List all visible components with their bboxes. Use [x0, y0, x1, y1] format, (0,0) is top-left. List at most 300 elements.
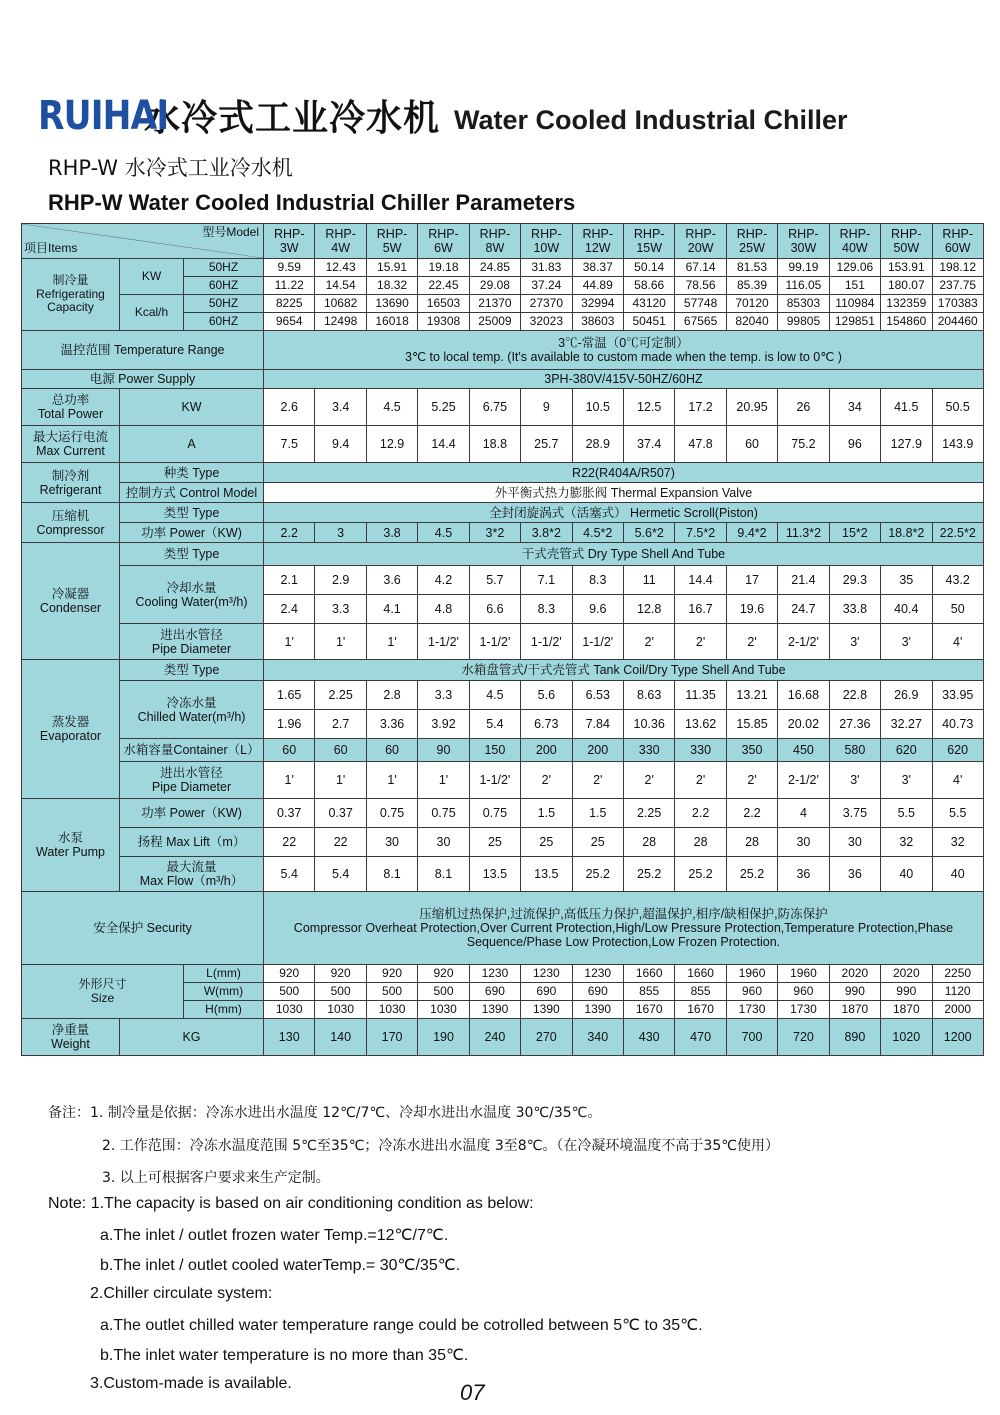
value-cell: 18.8*2: [881, 523, 932, 543]
value-cell: 14.54: [315, 277, 366, 295]
model-cell-line: RHP-: [633, 227, 665, 241]
weight-label-line: 净重量: [51, 1023, 90, 1037]
model-cell: [881, 224, 932, 259]
value-cell: 620: [881, 739, 932, 762]
page-title-cn: 水冷式工业冷水机: [144, 98, 441, 139]
value-cell: 3.8: [366, 523, 417, 543]
value-cell: 240: [469, 1019, 520, 1056]
value-cell: 43.2: [932, 566, 983, 595]
value-cell: 143.9: [932, 426, 983, 463]
value-cell: 10.5: [572, 389, 623, 426]
note-en-1: Note: 1.The capacity is based on air conditioning condition as below:: [48, 1195, 534, 1212]
value-cell: 17.2: [675, 389, 726, 426]
value-cell: 920: [418, 965, 469, 983]
water-pump-label: [22, 799, 120, 892]
value-cell: 11.3*2: [778, 523, 829, 543]
value-cell: 96: [829, 426, 880, 463]
model-cell-line: RHP-: [273, 227, 305, 241]
value-cell: 13.62: [675, 710, 726, 739]
model-cell-line: RHP-: [685, 227, 716, 241]
note-en-6: b.The inlet water temperature is no more than 35℃.: [100, 1347, 469, 1364]
value-cell: 30: [418, 828, 469, 857]
value-cell: 28.9: [572, 426, 623, 463]
value-cell: 1870: [881, 1001, 932, 1019]
value-cell: 60: [264, 739, 315, 762]
value-cell: 920: [315, 965, 366, 983]
value-cell: 11.35: [675, 681, 726, 710]
value-cell: 19308: [418, 313, 469, 331]
value-cell: 1030: [366, 1001, 417, 1019]
value-cell: 8.3: [572, 566, 623, 595]
value-cell: 32.27: [881, 710, 932, 739]
value-cell: 40: [932, 857, 983, 892]
value-cell: 2': [572, 762, 623, 799]
value-cell: 20.95: [726, 389, 777, 426]
value-cell: 2-1/2': [778, 762, 829, 799]
value-cell: 2': [726, 762, 777, 799]
value-cell: 990: [881, 983, 932, 1001]
note-en-2: a.The inlet / outlet frozen water Temp.=12℃/7℃.: [100, 1227, 449, 1244]
note-cn-1: 备注：1. 制冷量是依据：冷冻水进出水温度 12℃/7℃、冷却水进出水温度 30℃/35℃。: [48, 1105, 602, 1121]
compressor-label-line: Compressor: [36, 522, 105, 537]
value-cell: 1030: [315, 1001, 366, 1019]
value-cell: 4': [932, 624, 983, 660]
compressor-label-line: 压缩机: [51, 508, 90, 523]
evaporator-pipe-label-line: 进出水管径: [160, 766, 223, 780]
value-cell: 1-1/2': [469, 762, 520, 799]
model-cell: [469, 224, 520, 259]
model-cell-line: RHP-: [891, 227, 922, 241]
value-cell: 37.24: [521, 277, 572, 295]
value-cell: 21370: [469, 295, 520, 313]
page-header: [38, 90, 848, 141]
value-cell: 19.18: [418, 259, 469, 277]
model-cell-line: 50W: [893, 241, 920, 255]
weight-label-line: Weight: [51, 1037, 90, 1051]
value-cell: 25.2: [726, 857, 777, 892]
value-cell: 25: [572, 828, 623, 857]
table-row: [22, 739, 984, 762]
value-cell: 1390: [572, 1001, 623, 1019]
power-supply-value: 3PH-380V/415V-50HZ/60HZ: [264, 370, 984, 389]
value-cell: 33.95: [932, 681, 983, 710]
value-cell: 3.6: [366, 566, 417, 595]
value-cell: 4.2: [418, 566, 469, 595]
value-cell: 1-1/2': [521, 624, 572, 660]
value-cell: 3': [881, 624, 932, 660]
value-cell: 9.4*2: [726, 523, 777, 543]
table-row: [22, 389, 984, 426]
value-cell: 8.1: [418, 857, 469, 892]
value-cell: 32: [932, 828, 983, 857]
value-cell: 43120: [623, 295, 674, 313]
value-cell: 85.39: [726, 277, 777, 295]
value-cell: 41.5: [881, 389, 932, 426]
note-cn-2: 2. 工作范围：冷冻水温度范围 5℃至35℃；冷冻水进出水温度 3至8℃。（在冷凝环境温度不高于35℃使用）: [102, 1138, 779, 1154]
value-cell: 1-1/2': [418, 624, 469, 660]
pump-flow-label: [120, 857, 264, 892]
model-cell-line: RHP-: [428, 227, 459, 241]
value-cell: 12.43: [315, 259, 366, 277]
value-cell: 1030: [418, 1001, 469, 1019]
value-cell: 22: [264, 828, 315, 857]
value-cell: 127.9: [881, 426, 932, 463]
value-cell: 22.5*2: [932, 523, 983, 543]
value-cell: 2.2: [675, 799, 726, 828]
value-cell: 40: [881, 857, 932, 892]
value-cell: 2020: [829, 965, 880, 983]
table-row: [22, 624, 984, 660]
value-cell: 8.63: [623, 681, 674, 710]
total-power-unit: KW: [120, 389, 264, 426]
value-cell: 2.9: [315, 566, 366, 595]
hz-label: 50HZ: [184, 259, 264, 277]
model-cell: [829, 224, 880, 259]
value-cell: 0.37: [264, 799, 315, 828]
value-cell: 2.6: [264, 389, 315, 426]
value-cell: 500: [315, 983, 366, 1001]
model-cell: [418, 224, 469, 259]
value-cell: 22.8: [829, 681, 880, 710]
value-cell: 36: [829, 857, 880, 892]
hz-label: 60HZ: [184, 277, 264, 295]
model-cell-line: 3W: [279, 241, 299, 255]
model-cell-line: RHP-: [531, 227, 562, 241]
size-label: [22, 965, 184, 1019]
compressor-power-label: 功率 Power（KW): [120, 523, 264, 543]
evaporator-label-line: 蒸发器: [51, 715, 90, 729]
value-cell: 1730: [726, 1001, 777, 1019]
value-cell: 32: [881, 828, 932, 857]
value-cell: 1390: [469, 1001, 520, 1019]
value-cell: 4': [932, 762, 983, 799]
value-cell: 13.5: [469, 857, 520, 892]
value-cell: 29.3: [829, 566, 880, 595]
chilled-water-label-line: 冷冻水量: [166, 695, 217, 710]
note-en-4: 2.Chiller circulate system:: [90, 1285, 273, 1302]
value-cell: 990: [829, 983, 880, 1001]
value-cell: 1660: [623, 965, 674, 983]
model-cell-line: RHP-: [479, 227, 511, 241]
value-cell: 50.14: [623, 259, 674, 277]
value-cell: 7.1: [521, 566, 572, 595]
condenser-label-line: 冷凝器: [51, 587, 90, 601]
value-cell: 350: [726, 739, 777, 762]
value-cell: 14.4: [675, 566, 726, 595]
evaporator-label: [22, 660, 120, 799]
max-current-label-line: 最大运行电流: [32, 430, 108, 444]
refrigerant-type-value: R22(R404A/R507): [264, 463, 984, 483]
value-cell: 20.02: [778, 710, 829, 739]
size-label-line: 外形尺寸: [78, 977, 127, 992]
value-cell: 1960: [778, 965, 829, 983]
model-label: 型号Model: [202, 225, 260, 239]
pump-lift-label: 扬程 Max Lift（m）: [120, 828, 264, 857]
note-cn-3: 3. 以上可根据客户要求来生产定制。: [102, 1170, 330, 1186]
value-cell: 1870: [829, 1001, 880, 1019]
value-cell: 25009: [469, 313, 520, 331]
value-cell: 47.8: [675, 426, 726, 463]
table-row: [22, 224, 984, 259]
table-row: [22, 463, 984, 483]
table-row: [22, 965, 984, 983]
value-cell: 99.19: [778, 259, 829, 277]
weight-unit: KG: [120, 1019, 264, 1056]
value-cell: 57748: [675, 295, 726, 313]
value-cell: 3.4: [315, 389, 366, 426]
value-cell: 25.7: [521, 426, 572, 463]
page-title-en: Water Cooled Industrial Chiller: [454, 105, 848, 135]
value-cell: 110984: [829, 295, 880, 313]
value-cell: 720: [778, 1019, 829, 1056]
value-cell: 3': [881, 762, 932, 799]
model-cell-line: 20W: [687, 241, 714, 255]
hz-label: 50HZ: [184, 295, 264, 313]
value-cell: 5.6*2: [623, 523, 674, 543]
refrigerant-label-line: Refrigerant: [39, 482, 102, 497]
value-cell: 31.83: [521, 259, 572, 277]
value-cell: 36: [778, 857, 829, 892]
note-en-7: 3.Custom-made is available.: [90, 1375, 292, 1392]
value-cell: 35: [881, 566, 932, 595]
model-cell: [778, 224, 829, 259]
value-cell: 340: [572, 1019, 623, 1056]
model-cell-line: 8W: [485, 241, 505, 255]
value-cell: 0.75: [469, 799, 520, 828]
table-row: [22, 331, 984, 370]
value-cell: 12498: [315, 313, 366, 331]
value-cell: 12.8: [623, 595, 674, 624]
total-power-label: [22, 389, 120, 426]
value-cell: 2020: [881, 965, 932, 983]
value-cell: 2-1/2': [778, 624, 829, 660]
table-row: [22, 523, 984, 543]
refrigerant-label: [22, 463, 120, 503]
control-model-label: 控制方式 Control Model: [120, 483, 264, 503]
value-cell: 85303: [778, 295, 829, 313]
value-cell: 9: [521, 389, 572, 426]
value-cell: 1.5: [572, 799, 623, 828]
value-cell: 6.73: [521, 710, 572, 739]
value-cell: 38603: [572, 313, 623, 331]
value-cell: 2': [675, 762, 726, 799]
chilled-water-label: [120, 681, 264, 739]
power-supply-label: 电源 Power Supply: [22, 370, 264, 389]
value-cell: 1': [366, 624, 417, 660]
value-cell: 2.4: [264, 595, 315, 624]
model-cell: [675, 224, 726, 259]
value-cell: 13.21: [726, 681, 777, 710]
value-cell: 2.2: [264, 523, 315, 543]
model-cell: [572, 224, 623, 259]
value-cell: 15.85: [726, 710, 777, 739]
cooling-water-label: [120, 566, 264, 624]
value-cell: 29.08: [469, 277, 520, 295]
value-cell: 1390: [521, 1001, 572, 1019]
value-cell: 3.8*2: [521, 523, 572, 543]
value-cell: 25: [521, 828, 572, 857]
value-cell: 28: [623, 828, 674, 857]
value-cell: 50: [932, 595, 983, 624]
value-cell: 5.5: [881, 799, 932, 828]
value-cell: 21.4: [778, 566, 829, 595]
model-header-cell: [22, 224, 264, 259]
value-cell: 81.53: [726, 259, 777, 277]
value-cell: 198.12: [932, 259, 983, 277]
spec-table: [21, 223, 984, 1056]
value-cell: 34: [829, 389, 880, 426]
pump-flow-label-line: Max Flow（m³/h）: [139, 874, 244, 888]
kcal-unit: Kcal/h: [120, 295, 184, 331]
model-cell-line: RHP-: [325, 227, 356, 241]
value-cell: 18.8: [469, 426, 520, 463]
value-cell: 9654: [264, 313, 315, 331]
value-cell: 16.68: [778, 681, 829, 710]
max-current-label-line: Max Current: [36, 444, 105, 458]
value-cell: 2.7: [315, 710, 366, 739]
value-cell: 450: [778, 739, 829, 762]
value-cell: 4.1: [366, 595, 417, 624]
temp-range-label: 温控范围 Temperature Range: [22, 331, 264, 370]
value-cell: 28: [726, 828, 777, 857]
condenser-pipe-label: [120, 624, 264, 660]
max-current-label: [22, 426, 120, 463]
value-cell: 10682: [315, 295, 366, 313]
value-cell: 470: [675, 1019, 726, 1056]
dim-label: L(mm): [184, 965, 264, 983]
value-cell: 17: [726, 566, 777, 595]
value-cell: 620: [932, 739, 983, 762]
value-cell: 960: [778, 983, 829, 1001]
model-cell-line: 5W: [382, 241, 402, 255]
value-cell: 15*2: [829, 523, 880, 543]
pump-power-label: 功率 Power（KW): [120, 799, 264, 828]
value-cell: 7.84: [572, 710, 623, 739]
value-cell: 1120: [932, 983, 983, 1001]
value-cell: 500: [366, 983, 417, 1001]
value-cell: 153.91: [881, 259, 932, 277]
value-cell: 2': [623, 624, 674, 660]
security-value-line: Sequence/Phase Low Protection,Low Frozen Protection.: [466, 935, 781, 949]
control-model-value: 外平衡式热力膨胀阀 Thermal Expansion Valve: [264, 483, 984, 503]
value-cell: 67565: [675, 313, 726, 331]
model-cell-line: RHP-: [839, 227, 871, 241]
value-cell: 1020: [881, 1019, 932, 1056]
value-cell: 3.3: [315, 595, 366, 624]
value-cell: 151: [829, 277, 880, 295]
table-row: [22, 295, 984, 313]
value-cell: 330: [623, 739, 674, 762]
value-cell: 430: [623, 1019, 674, 1056]
model-cell-line: 60W: [944, 241, 971, 255]
value-cell: 1.96: [264, 710, 315, 739]
capacity-label-line: 制冷量: [52, 273, 89, 288]
subtitle-cn: RHP-W 水冷式工业冷水机: [48, 156, 293, 180]
model-cell-line: 10W: [533, 241, 560, 255]
value-cell: 154860: [881, 313, 932, 331]
value-cell: 90: [418, 739, 469, 762]
value-cell: 9.59: [264, 259, 315, 277]
value-cell: 2000: [932, 1001, 983, 1019]
size-label-line: Size: [90, 990, 115, 1005]
container-label: 水箱容量Container（L）: [120, 739, 264, 762]
value-cell: 2': [521, 762, 572, 799]
value-cell: 16503: [418, 295, 469, 313]
value-cell: 3': [829, 762, 880, 799]
total-power-label-line: Total Power: [37, 407, 104, 421]
value-cell: 170: [366, 1019, 417, 1056]
value-cell: 8.3: [521, 595, 572, 624]
value-cell: 16018: [366, 313, 417, 331]
value-cell: 70120: [726, 295, 777, 313]
value-cell: 690: [521, 983, 572, 1001]
value-cell: 2.8: [366, 681, 417, 710]
value-cell: 3': [829, 624, 880, 660]
value-cell: 3.75: [829, 799, 880, 828]
model-cell-line: 12W: [584, 241, 611, 255]
value-cell: 6.53: [572, 681, 623, 710]
value-cell: 78.56: [675, 277, 726, 295]
model-cell-line: 25W: [739, 241, 765, 255]
value-cell: 19.6: [726, 595, 777, 624]
value-cell: 75.2: [778, 426, 829, 463]
value-cell: 500: [264, 983, 315, 1001]
value-cell: 2': [675, 624, 726, 660]
value-cell: 1670: [675, 1001, 726, 1019]
value-cell: 855: [623, 983, 674, 1001]
security-value-line: 压缩机过热保护,过流保护,高低压力保护,超温保护,相序/缺相保护,防冻保护: [419, 907, 828, 921]
value-cell: 1230: [572, 965, 623, 983]
value-cell: 132359: [881, 295, 932, 313]
value-cell: 204460: [932, 313, 983, 331]
note-en-3: b.The inlet / outlet cooled waterTemp.= 30℃/35℃.: [100, 1257, 461, 1274]
value-cell: 13690: [366, 295, 417, 313]
value-cell: 40.4: [881, 595, 932, 624]
value-cell: 60: [726, 426, 777, 463]
value-cell: 270: [521, 1019, 572, 1056]
value-cell: 2': [623, 762, 674, 799]
value-cell: 9.4: [315, 426, 366, 463]
temp-range-value-line: 3℃ to local temp. (It's available to custom made when the temp. is low to 0℃ ): [405, 350, 842, 364]
value-cell: 580: [829, 739, 880, 762]
value-cell: 855: [675, 983, 726, 1001]
model-cell-line: RHP-: [788, 227, 819, 241]
condenser-pipe-label-line: 进出水管径: [160, 627, 223, 642]
value-cell: 32994: [572, 295, 623, 313]
value-cell: 24.7: [778, 595, 829, 624]
value-cell: 3.92: [418, 710, 469, 739]
refrigerant-label-line: 制冷剂: [51, 468, 90, 483]
value-cell: 5.7: [469, 566, 520, 595]
capacity-label: [22, 259, 120, 331]
value-cell: 1': [418, 762, 469, 799]
value-cell: 5.25: [418, 389, 469, 426]
value-cell: 3.36: [366, 710, 417, 739]
table-row: [22, 543, 984, 566]
value-cell: 3.3: [418, 681, 469, 710]
evaporator-type-value: 水箱盘管式/干式壳管式 Tank Coil/Dry Type Shell And Tube: [264, 660, 984, 681]
model-cell-line: 4W: [331, 241, 351, 255]
model-cell: [932, 224, 983, 259]
value-cell: 3: [315, 523, 366, 543]
value-cell: 5.6: [521, 681, 572, 710]
value-cell: 200: [521, 739, 572, 762]
value-cell: 82040: [726, 313, 777, 331]
value-cell: 4: [778, 799, 829, 828]
value-cell: 4.5*2: [572, 523, 623, 543]
value-cell: 4.8: [418, 595, 469, 624]
value-cell: 1.65: [264, 681, 315, 710]
